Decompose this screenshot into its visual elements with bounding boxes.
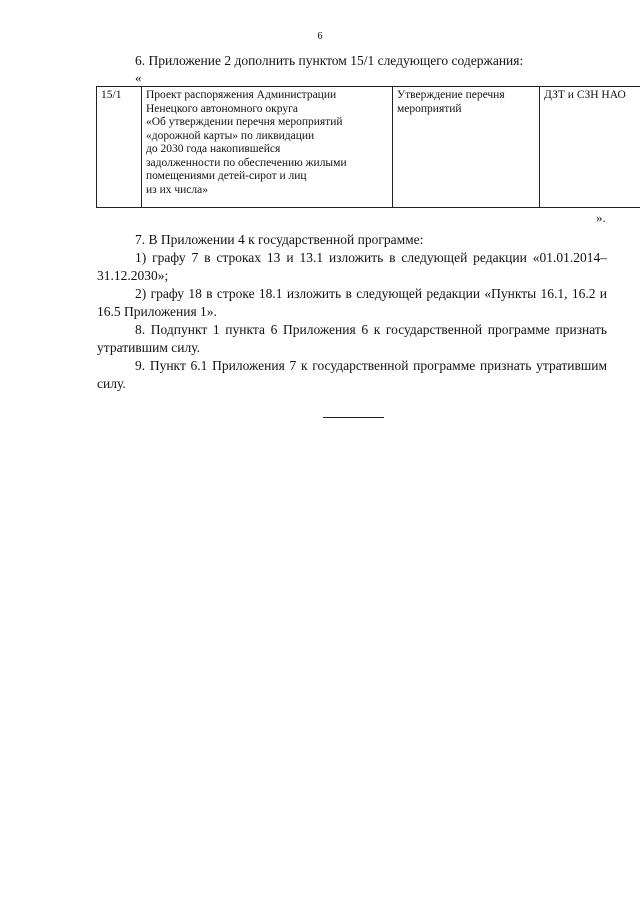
document-line: Ненецкого автономного округа: [146, 102, 298, 115]
document-line: Проект распоряжения Администрации: [146, 89, 337, 101]
opening-quote: «: [135, 70, 142, 85]
document-line: задолженности по обеспечению жилыми: [146, 156, 347, 169]
document-line: до 2030 года накопившейся: [146, 143, 281, 155]
document-line: «Об утверждении перечня мероприятий: [146, 116, 343, 128]
document-line: помещениями детей-сирот и лиц: [146, 170, 307, 182]
item-7-heading: 7. В Приложении 4 к государственной программе:: [135, 232, 424, 247]
closing-quote: ».: [596, 210, 606, 225]
document-line: «дорожной карты» по ликвидации: [146, 129, 315, 142]
page-number: 6: [317, 31, 323, 42]
item-8: 8. Подпункт 1 пункта 6 Приложения 6 к государственной программе признать утратившим силу.: [97, 322, 607, 355]
document-line: из их числа»: [146, 183, 208, 196]
item-6-heading: 6. Приложение 2 дополнить пунктом 15/1 следующего содержания:: [135, 53, 524, 68]
document-cell: [142, 87, 393, 208]
row-number-cell: 15/1: [97, 87, 142, 208]
item-7-subitem-1: 1) графу 7 в строках 13 и 13.1 изложить в следующей редакции «01.01.2014–31.12.2030»;: [97, 250, 607, 283]
amendment-table: [96, 86, 640, 208]
result-cell: Утверждение перечня мероприятий: [393, 87, 540, 208]
executor-cell: ДЗТ и СЗН НАО: [540, 87, 640, 208]
table-row: [97, 87, 640, 208]
item-9: 9. Пункт 6.1 Приложения 7 к государственной программе признать утратившим силу.: [97, 358, 607, 391]
item-7-subitem-2: 2) графу 18 в строке 18.1 изложить в следующей редакции «Пункты 16.1, 16.2 и 16.5 Приложения 1».: [97, 286, 607, 319]
closing-rule: [323, 417, 384, 418]
